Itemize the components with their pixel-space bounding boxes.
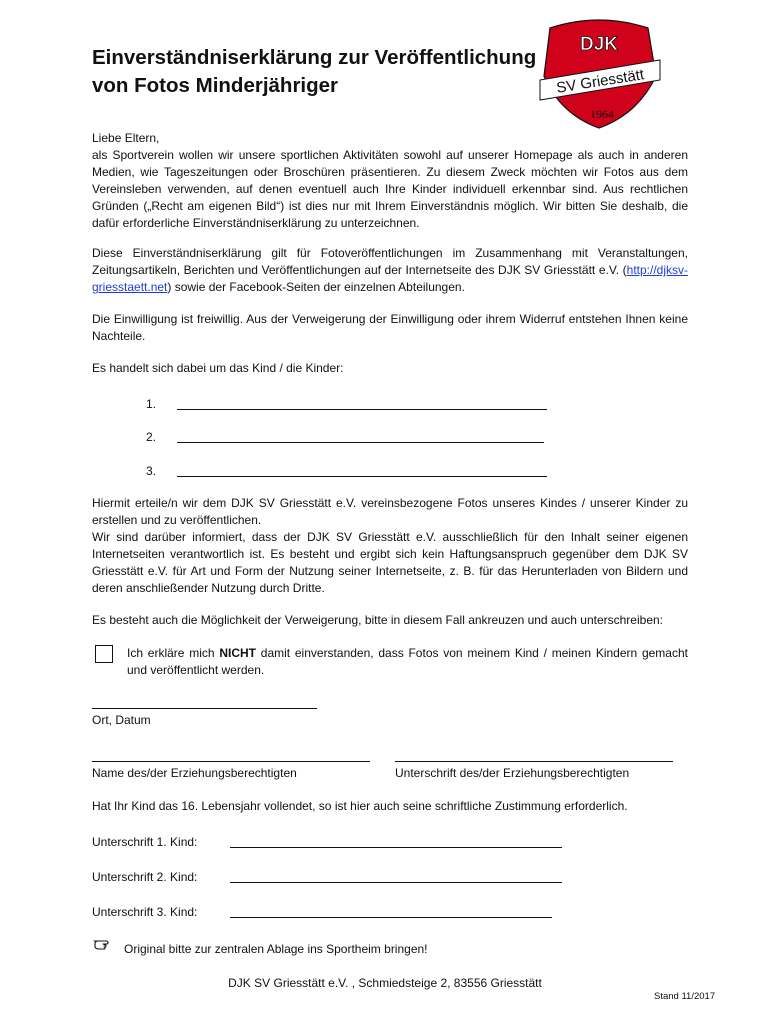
footer-address: DJK SV Griesstätt e.V. , Schmiedsteige 2, 83556 Griesstätt [228,976,542,990]
scope-text-before: Diese Einverständniserklärung gilt für Fotoveröffentlichungen im Zusammenhang mit Veranstaltungen, Zeitungsartikeln, Berichten und Veröffentlichungen auf der Internetseite des DJK SV Griesstätt e.V. ( [92,246,688,277]
intro-body: als Sportverein wollen wir unsere sportlichen Aktivitäten sowohl auf unserer Homepage als auch in anderen Medien, wie Tageszeitungen oder Broschüren präsentieren. Zu diesem Zweck möchten wir Fotos aus dem Vereinsleben verwenden, auf denen eventuell auch Ihre Kinder individuell erkennbar sind. Aus rechtlichen Gründen („Recht am eigenen Bild“) ist dies nur mit Ihrem Einverständnis möglich. Wir bitten Sie deshalb, die dafür erforderliche Einverständniserklärung zu unterzeichnen. [92,148,688,230]
page-title [92,44,542,100]
children-intro-text: Es handelt sich dabei um das Kind / die Kinder: [92,361,344,375]
child-signature-line-2[interactable] [230,882,562,883]
child-name-line-2[interactable] [177,442,544,443]
guardian-name-line[interactable] [92,761,370,762]
refusal-text-bold: NICHT [219,646,256,660]
child-name-line-1[interactable] [177,409,547,410]
stand-date: Stand 11/2017 [654,991,716,1002]
consent-line-2: Wir sind darüber informiert, dass der DJK SV Griesstätt e.V. ausschließlich für den Inhalt seiner eigenen Internetseiten verantwortlich ist. Es besteht und ergibt sich kein Haftungsanspruch gegenüber dem DJK SV Griesstätt e.V. für Art und Form der Nutzung seiner Internetseite, z. B. für das Herunterladen von Bildern und deren anschließender Nutzung durch Dritte. [92,530,688,595]
child-signature-line-1[interactable] [230,847,562,848]
guardian-signature-line[interactable] [395,761,673,762]
refusal-intro-text: Es besteht auch die Möglichkeit der Verweigerung, bitte in diesem Fall ankreuzen und auch unterschreiben: [92,613,664,627]
refusal-statement [127,645,688,679]
intro-section [92,130,688,232]
child-signature-line-3[interactable] [230,917,552,918]
place-date-label: Ort, Datum [92,713,151,727]
place-date-line[interactable] [92,708,317,709]
child-signature-label-3: Unterschrift 3. Kind: [92,905,198,919]
pointing-hand-icon [92,936,116,952]
child-number-3: 3. [146,464,157,478]
age-note: Hat Ihr Kind das 16. Lebensjahr vollendet, so ist hier auch seine schriftliche Zustimmung erforderlich. [92,799,628,813]
refusal-intro [92,612,688,629]
logo-top-text: DJK [579,34,619,55]
greeting: Liebe Eltern, [92,131,160,145]
child-name-line-3[interactable] [177,476,547,477]
refusal-text-after: damit einverstanden, dass Fotos von meinem Kind / meinen Kindern gemacht und veröffentlicht werden. [127,646,688,677]
guardian-name-label: Name des/der Erziehungsberechtigten [92,766,297,780]
consent-section [92,495,688,597]
voluntary-text: Die Einwilligung ist freiwillig. Aus der Verweigerung der Einwilligung oder ihrem Widerruf entstehen Ihnen keine Nachteile. [92,312,688,343]
consent-line-1: Hiermit erteile/n wir dem DJK SV Griesstätt e.V. vereinsbezogene Fotos unseres Kindes / unserer Kinder zu erstellen und zu veröffentlichen. [92,496,688,527]
logo-bottom-text: 1964 [590,107,614,121]
original-note: Original bitte zur zentralen Ablage ins Sportheim bringen! [124,942,428,956]
club-website-link[interactable]: http://djksv-griesstaett.net [92,263,688,294]
club-logo [536,14,662,130]
club-crest-icon [536,14,662,130]
scope-paragraph [92,245,688,296]
child-number-2: 2. [146,430,157,444]
scope-text-after: ) sowie der Facebook-Seiten der einzelnen Abteilungen. [167,280,465,294]
title-line-2: von Fotos Minderjähriger [92,74,339,97]
child-signature-label-2: Unterschrift 2. Kind: [92,870,198,884]
title-line-1: Einverständniserklärung zur Veröffentlichung [92,46,537,69]
refusal-checkbox[interactable] [95,645,113,663]
logo-middle-text: SV Griesstätt [555,66,646,97]
child-number-1: 1. [146,397,157,411]
child-signature-label-1: Unterschrift 1. Kind: [92,835,198,849]
guardian-signature-label: Unterschrift des/der Erziehungsberechtigten [395,766,630,780]
voluntary-paragraph [92,311,688,345]
refusal-text-before: Ich erkläre mich [127,646,220,660]
children-intro [92,360,688,377]
